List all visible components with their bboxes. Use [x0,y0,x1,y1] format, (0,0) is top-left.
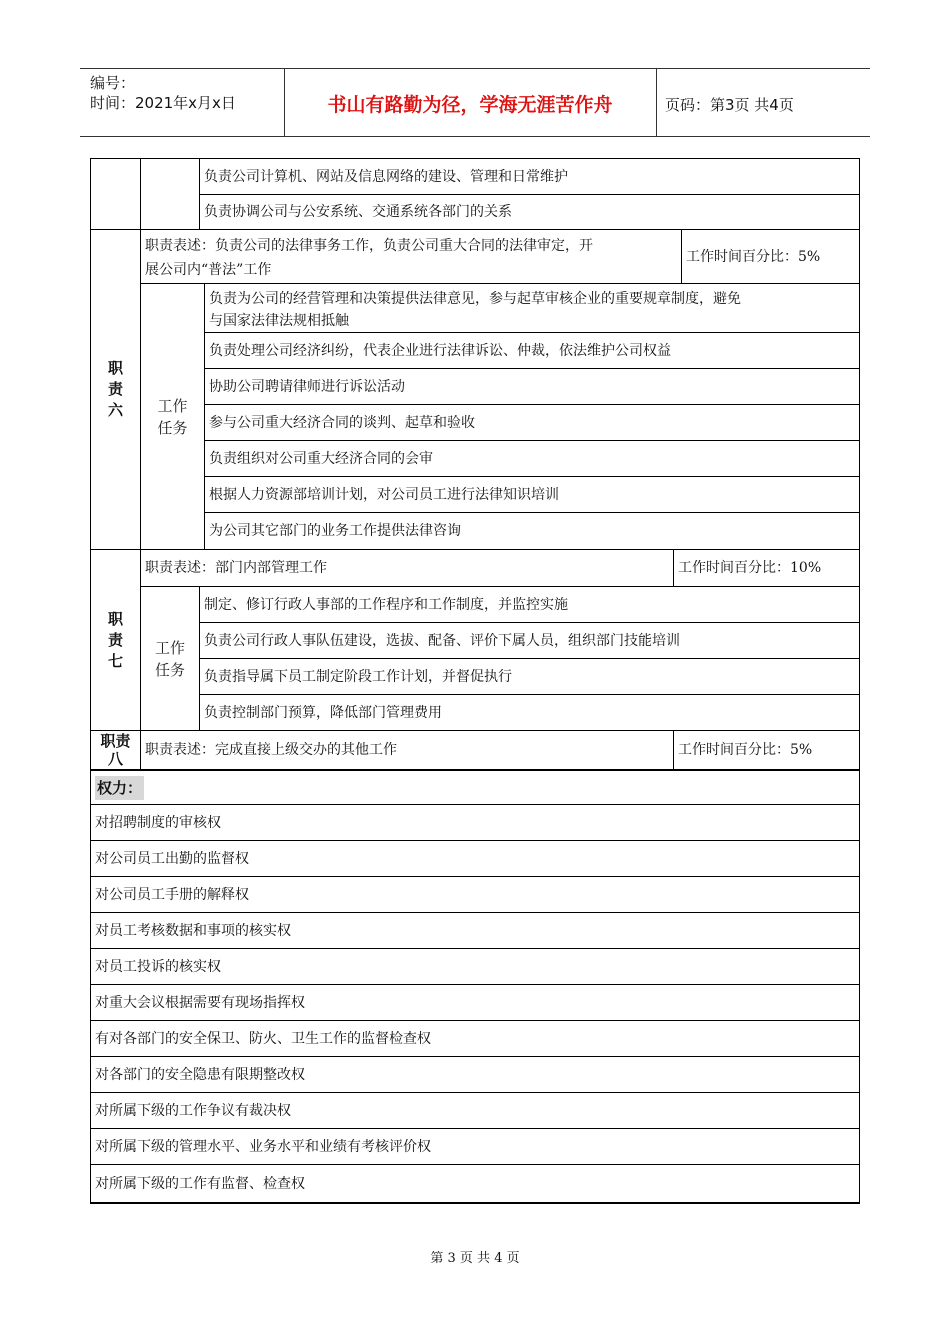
header-motto: 书山有路勤为径，学海无涯苦作舟 [327,94,613,116]
duty6-label-cell [90,229,141,550]
task-text: 负责协调公司与公安系统、交通系统各部门的关系 [204,204,512,220]
duty6-task-label: 工作 任务 [157,396,188,437]
duty7-task-row: 负责公司行政人事队伍建设，选拔、配备、评价下属人员，组织部门技能培训 [199,622,860,659]
power-item: 对员工考核数据和事项的核实权 [90,912,860,949]
page-footer: 第 3 页 共 4 页 [430,1251,520,1266]
powers-header [90,769,860,805]
duty8-description: 职责表述：完成直接上级交办的其他工作 [140,730,674,770]
duty6-task-row: 协助公司聘请律师进行诉讼活动 [204,368,860,405]
power-item: 对公司员工出勤的监督权 [90,840,860,877]
header-top-rule [80,68,870,69]
duty6-task-row: 负责处理公司经济纠纷，代表企业进行法律诉讼、仲裁，依法维护公司权益 [204,332,860,369]
duty6-label: 职 责 六 [107,359,123,419]
document-date: 时间：2021年x月x日 [90,94,236,112]
duty7-task-label-cell [140,586,200,731]
duty6-task-row: 根据人力资源部培训计划，对公司员工进行法律知识培训 [204,476,860,513]
header-bottom-rule [80,136,870,137]
duty6-description [140,229,682,284]
duty7-label-cell [90,549,141,731]
duty7-time-percentage: 工作时间百分比：10% [673,549,860,587]
duty7-task-row: 负责控制部门预算，降低部门管理费用 [199,694,860,731]
duty6-task-row: 为公司其它部门的业务工作提供法律咨询 [204,512,860,550]
duty6-task-row: 负责组织对公司重大经济合同的会审 [204,440,860,477]
header-divider-right [656,68,657,136]
duty8-label-cell [90,730,141,770]
power-item: 对招聘制度的审核权 [90,804,860,841]
prev-label-cell [90,158,141,230]
duty8-label: 职责 八 [100,732,131,768]
duty8-time-percentage: 工作时间百分比：5% [673,730,860,770]
power-item: 对所属下级的管理水平、业务水平和业绩有考核评价权 [90,1128,860,1165]
duty6-task-row: 参与公司重大经济合同的谈判、起草和验收 [204,404,860,441]
power-item: 有对各部门的安全保卫、防火、卫生工作的监督检查权 [90,1020,860,1057]
power-item: 对所属下级的工作争议有裁决权 [90,1092,860,1129]
power-item: 对重大会议根据需要有现场指挥权 [90,984,860,1021]
duty6-task-label-cell [140,283,205,550]
task-text: 负责公司计算机、网站及信息网络的建设、管理和日常维护 [204,168,568,185]
duty6-time-percentage: 工作时间百分比：5% [681,229,860,284]
power-item: 对所属下级的工作有监督、检查权 [90,1164,860,1204]
prev-task-label-cell [140,158,200,230]
duty7-task-row: 负责指导属下员工制定阶段工作计划，并督促执行 [199,658,860,695]
duty6-desc-line: 展公司内“普法”工作 [145,262,272,278]
powers-title: 权力： [95,776,144,800]
prev-task-row [199,194,860,230]
power-item: 对公司员工手册的解释权 [90,876,860,913]
prev-task-row [199,158,860,195]
duty7-task-label: 工作 任务 [154,638,185,679]
duty6-task-row: 负责为公司的经营管理和决策提供法律意见，参与起草审核企业的重要规章制度，避免 与国家法律法规相抵触 [204,283,860,333]
duty7-task-row: 制定、修订行政人事部的工作程序和工作制度，并监控实施 [199,586,860,623]
duty7-label: 职 责 七 [107,609,123,670]
power-item: 对各部门的安全隐患有限期整改权 [90,1056,860,1093]
header-page-info: 页码：第3页 共4页 [665,96,794,114]
power-item: 对员工投诉的核实权 [90,948,860,985]
duty7-description: 职责表述：部门内部管理工作 [140,549,674,587]
duty6-desc-line: 职责表述：负责公司的法律事务工作，负责公司重大合同的法律审定，开 [145,238,593,254]
document-number-label: 编号： [90,74,136,92]
